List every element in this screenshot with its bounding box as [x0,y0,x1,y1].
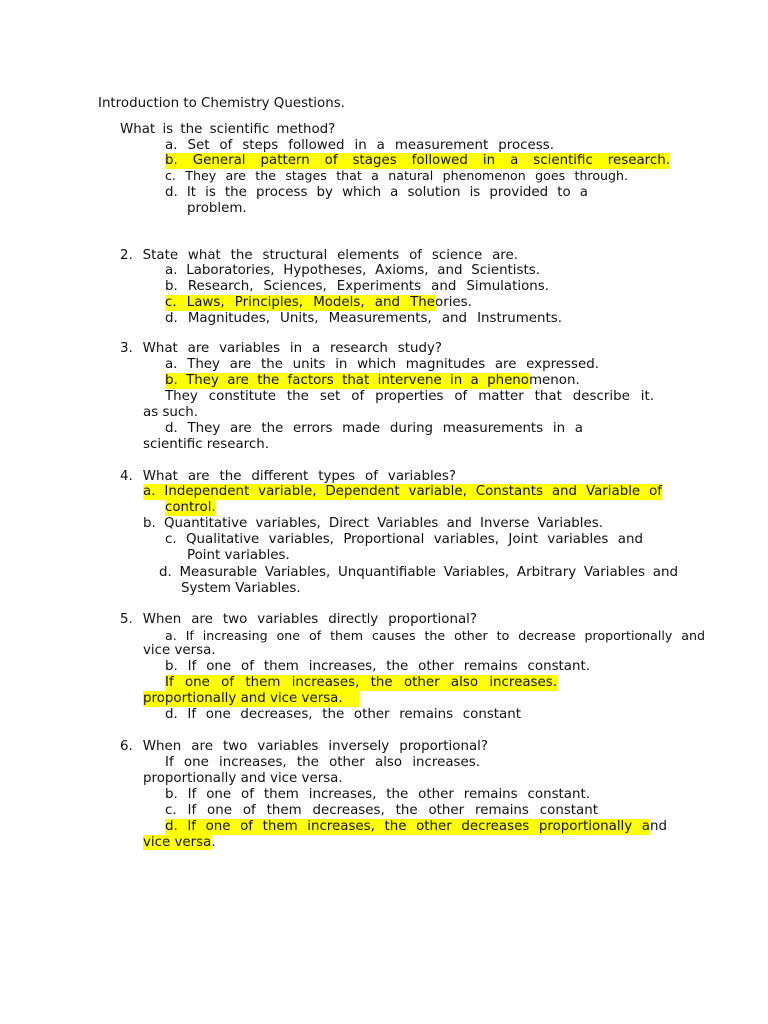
q3-option-a: a. They are the units in which magnitudes are expressed. [165,357,599,372]
q6-question: 6. When are two variables inversely proportional? [120,739,488,754]
q2-option-d: d. Magnitudes, Units, Measurements, and Instruments. [165,311,562,326]
q4-option-a-cont: control. [165,500,216,515]
q4-option-a: a. Independent variable, Dependent variable, Constants and Variable of [143,484,662,499]
document-title: Introduction to Chemistry Questions. [98,96,345,111]
q6-option-d: d. If one of them increases, the other decreases proportionally and [165,819,667,834]
q4-option-b: b. Quantitative variables, Direct Variables and Inverse Variables. [143,516,603,531]
q1-option-a: a. Set of steps followed in a measurement process. [165,138,554,153]
q1-question: What is the scientific method? [120,122,336,137]
q1-option-d-cont: problem. [187,201,247,216]
q4-option-d-cont: System Variables. [181,581,301,596]
q3-question: 3. What are variables in a research study? [120,341,442,356]
q3-option-c: They constitute the set of properties of matter that describe it. [165,389,654,404]
q4-option-d: d. Measurable Variables, Unquantifiable Variables, Arbitrary Variables and [159,565,678,580]
q3-option-c-cont: as such. [143,405,199,420]
q3-option-d-cont: scientific research. [143,437,269,452]
q6-option-d-cont: vice versa. [143,835,216,850]
q5-option-d: d. If one decreases, the other remains constant [165,707,521,722]
q4-option-c: c. Qualitative variables, Proportional variables, Joint variables and [165,532,643,547]
q5-option-a-cont: vice versa. [143,643,216,658]
q4-option-c-cont: Point variables. [187,548,290,563]
q1-option-b: b. General pattern of stages followed in a scientific research. [165,153,670,168]
q3-option-b: b. They are the factors that intervene in a phenomenon. [165,373,580,388]
q5-option-c-cont: proportionally and vice versa. [143,691,359,707]
q5-option-c: If one of them increases, the other also increases. [165,675,557,690]
q2-option-c: c. Laws, Principles, Models, and Theories. [165,295,472,310]
q3-option-d: d. They are the errors made during measurements in a [165,421,583,436]
q5-option-b: b. If one of them increases, the other remains constant. [165,659,590,674]
q6-option-b: b. If one of them increases, the other remains constant. [165,787,590,802]
q4-question: 4. What are the different types of variables? [120,469,456,484]
q6-option-c: c. If one of them decreases, the other remains constant [165,803,598,818]
q2-option-b: b. Research, Sciences, Experiments and Simulations. [165,279,549,294]
q6-option-a-cont: proportionally and vice versa. [143,771,343,786]
q2-option-a: a. Laboratories, Hypotheses, Axioms, and Scientists. [165,263,540,278]
q1-option-c: c. They are the stages that a natural phenomenon goes through. [165,168,628,183]
q6-option-a: If one increases, the other also increases. [165,755,480,770]
q5-question: 5. When are two variables directly proportional? [120,612,477,627]
q1-option-d: d. It is the process by which a solution is provided to a [165,185,588,200]
q5-option-a: a. If increasing one of them causes the other to decrease proportionally and [165,628,705,643]
q2-question: 2. State what the structural elements of science are. [120,248,518,263]
